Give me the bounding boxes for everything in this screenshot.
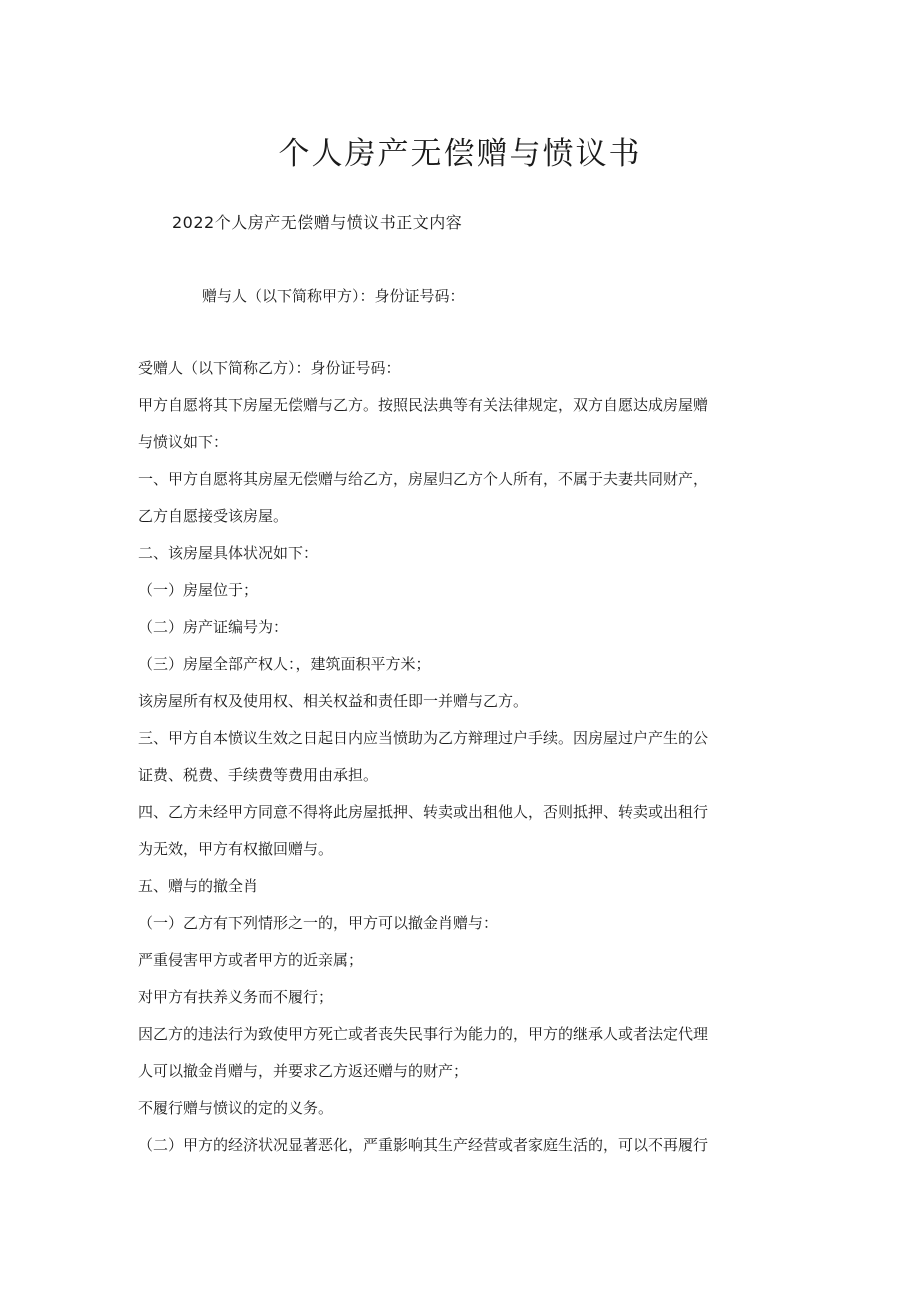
body-line: 严重侵害甲方或者甲方的近亲属；	[138, 951, 364, 969]
body-line: 二、该房屋具体状况如下：	[138, 544, 319, 562]
body-line: 一、甲方自愿将其房屋无偿赠与给乙方，房屋归乙方个人所有，不属于夫妻共同财产，	[138, 470, 709, 488]
body-line: （一）乙方有下列情形之一的，甲方可以撤金肖赠与：	[138, 914, 499, 932]
body-line: 因乙方的违法行为致使甲方死亡或者丧失民事行为能力的，甲方的继承人或者法定代理	[138, 1025, 709, 1043]
document-title: 个人房产无偿赠与愤议书	[278, 136, 642, 172]
body-line: 人可以撤金肖赠与，并要求乙方返还赠与的财产；	[138, 1062, 469, 1080]
body-line: 五、赠与的撤全肖	[138, 877, 259, 895]
body-line: 与愤议如下：	[138, 433, 229, 451]
body-line: 为无效，甲方有权撤回赠与。	[138, 840, 334, 858]
document-subtitle: 2022个人房产无偿赠与愤议书正文内容	[172, 213, 463, 232]
body-line: 不履行赠与愤议的定的义务。	[138, 1099, 334, 1117]
donor-line: 赠与人（以下简称甲方）：身份证号码：	[202, 287, 465, 305]
body-line: （二）房产证编号为：	[138, 618, 289, 636]
body-line: 四、乙方未经甲方同意不得将此房屋抵押、转卖或出租他人，否则抵押、转卖或出租行	[138, 803, 709, 821]
body-line: （二）甲方的经济状况显著恶化，严重影响其生产经营或者家庭生活的，可以不再履行	[138, 1136, 709, 1154]
body-line: 该房屋所有权及使用权、相关权益和责任即一并赠与乙方。	[138, 692, 529, 710]
body-line: 三、甲方自本愤议生效之日起日内应当愤助为乙方辩理过户手续。因房屋过户产生的公	[138, 729, 709, 747]
body-line: （三）房屋全部产权人：，建筑面积平方米；	[138, 655, 431, 673]
body-line: 证费、税费、手续费等费用由承担。	[138, 766, 379, 784]
body-line: 受赠人（以下简称乙方）：身份证号码：	[138, 359, 401, 377]
body-line: 甲方自愿将其下房屋无偿赠与乙方。按照民法典等有关法律规定，双方自愿达成房屋赠	[138, 396, 709, 414]
body-line: 对甲方有扶养义务而不履行；	[138, 988, 334, 1006]
body-line: （一）房屋位于；	[138, 581, 259, 599]
body-line: 乙方自愿接受该房屋。	[138, 507, 289, 525]
document-body	[138, 350, 798, 1164]
